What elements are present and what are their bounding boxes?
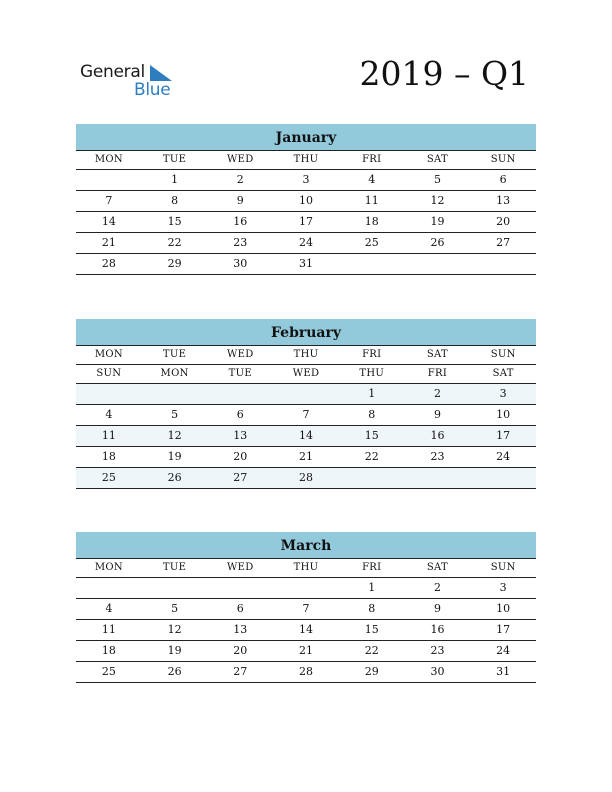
day-cell: 24 [299, 236, 314, 249]
day-cell: 31 [299, 257, 314, 270]
month-march [76, 532, 536, 683]
weekday-label: SAT [426, 154, 448, 165]
day-cell: 28 [101, 257, 116, 270]
day-cell: 26 [167, 471, 182, 484]
day-cell: 14 [299, 429, 314, 442]
day-cell: 19 [430, 215, 445, 228]
day-cell [76, 384, 142, 404]
day-cell: 18 [101, 644, 116, 657]
week-row [76, 426, 536, 447]
weekday-header-row [76, 559, 536, 578]
weekday-label: SAT [492, 368, 514, 379]
day-cell: 11 [364, 194, 379, 207]
weekday-label: TUE [228, 368, 252, 379]
day-cell: 12 [167, 429, 182, 442]
day-cell [207, 384, 273, 404]
day-cell: 15 [364, 429, 379, 442]
weekday-label: TUE [162, 349, 187, 360]
day-cell: 6 [499, 173, 507, 186]
day-cell: 20 [496, 215, 511, 228]
day-cell: 6 [236, 602, 244, 615]
weekday-label: WED [227, 562, 254, 573]
weekday-label: THU [293, 562, 319, 573]
month-january [76, 124, 536, 275]
day-cell: 22 [364, 450, 379, 463]
day-cell [470, 254, 536, 274]
day-cell: 9 [236, 194, 244, 207]
day-cell [273, 384, 339, 404]
weekday-header-row [76, 365, 536, 384]
month-title: March [76, 532, 536, 559]
day-cell: 7 [105, 194, 113, 207]
day-cell: 3 [499, 581, 507, 594]
week-row [76, 405, 536, 426]
week-row [76, 468, 536, 489]
day-cell: 4 [105, 408, 113, 421]
week-row [76, 578, 536, 599]
day-cell: 31 [496, 665, 511, 678]
week-row [76, 170, 536, 191]
day-cell: 14 [101, 215, 116, 228]
day-cell: 16 [430, 429, 445, 442]
weekday-label: THU [293, 349, 319, 360]
day-cell: 15 [364, 623, 379, 636]
day-cell: 3 [499, 387, 507, 400]
day-cell: 8 [368, 602, 376, 615]
day-cell: 25 [364, 236, 379, 249]
weekday-label: FRI [362, 562, 382, 573]
day-cell: 21 [299, 644, 314, 657]
day-cell: 2 [236, 173, 244, 186]
day-cell: 4 [105, 602, 113, 615]
day-cell [76, 578, 142, 598]
day-cell: 1 [171, 173, 179, 186]
day-cell: 14 [299, 623, 314, 636]
day-cell: 2 [433, 581, 441, 594]
day-cell: 22 [167, 236, 182, 249]
day-cell: 10 [496, 408, 511, 421]
day-cell: 15 [167, 215, 182, 228]
week-row [76, 447, 536, 468]
day-cell: 19 [167, 450, 182, 463]
day-cell: 19 [167, 644, 182, 657]
weekday-label: TUE [162, 154, 187, 165]
week-row [76, 384, 536, 405]
day-cell: 23 [233, 236, 248, 249]
weekday-label: SUN [490, 562, 516, 573]
day-cell: 30 [233, 257, 248, 270]
day-cell: 7 [302, 408, 310, 421]
weekday-label: FRI [427, 368, 448, 379]
day-cell: 3 [302, 173, 310, 186]
day-cell: 20 [233, 450, 248, 463]
day-cell [339, 468, 405, 488]
day-cell: 17 [496, 623, 511, 636]
day-cell: 12 [430, 194, 445, 207]
weekday-header-row [76, 151, 536, 170]
week-row [76, 599, 536, 620]
day-cell: 9 [433, 408, 441, 421]
day-cell: 5 [171, 408, 179, 421]
day-cell: 24 [496, 644, 511, 657]
day-cell: 4 [368, 173, 376, 186]
weekday-label: FRI [362, 349, 382, 360]
day-cell: 29 [167, 257, 182, 270]
day-cell: 1 [368, 581, 376, 594]
logo-triangle-icon [150, 65, 172, 81]
day-cell: 7 [302, 602, 310, 615]
weekday-label: MON [160, 368, 189, 379]
day-cell: 8 [368, 408, 376, 421]
day-cell: 28 [299, 665, 314, 678]
weekday-label: MON [94, 562, 123, 573]
day-cell: 10 [496, 602, 511, 615]
day-cell [405, 468, 471, 488]
day-cell [405, 254, 471, 274]
day-cell: 5 [171, 602, 179, 615]
day-cell: 27 [233, 471, 248, 484]
day-cell: 13 [233, 623, 248, 636]
day-cell: 10 [299, 194, 314, 207]
day-cell: 29 [364, 665, 379, 678]
day-cell: 28 [299, 471, 314, 484]
weekday-label: WED [227, 154, 254, 165]
day-cell [339, 254, 405, 274]
day-cell: 25 [101, 471, 116, 484]
page-title: 2019 – Q1 [359, 54, 529, 93]
day-cell: 18 [101, 450, 116, 463]
weekday-label: SAT [426, 562, 448, 573]
day-cell [142, 384, 208, 404]
weekday-label: MON [94, 349, 123, 360]
weekday-label: MON [94, 154, 123, 165]
day-cell: 23 [430, 644, 445, 657]
day-cell: 18 [364, 215, 379, 228]
week-row [76, 641, 536, 662]
day-cell: 25 [101, 665, 116, 678]
week-row [76, 191, 536, 212]
month-title: February [76, 319, 536, 346]
weekday-label: THU [359, 368, 385, 379]
day-cell: 17 [496, 429, 511, 442]
day-cell: 1 [368, 387, 376, 400]
week-row [76, 212, 536, 233]
day-cell: 17 [299, 215, 314, 228]
weekday-label: SUN [490, 154, 516, 165]
day-cell [76, 170, 142, 190]
day-cell [207, 578, 273, 598]
day-cell: 16 [233, 215, 248, 228]
day-cell: 9 [433, 602, 441, 615]
logo-text-general: General [80, 62, 145, 82]
day-cell: 22 [364, 644, 379, 657]
day-cell: 21 [101, 236, 116, 249]
day-cell: 24 [496, 450, 511, 463]
day-cell: 21 [299, 450, 314, 463]
day-cell: 13 [496, 194, 511, 207]
day-cell [142, 578, 208, 598]
weekday-label: WED [227, 349, 254, 360]
day-cell: 26 [167, 665, 182, 678]
day-cell: 27 [496, 236, 511, 249]
weekday-label: SUN [490, 349, 516, 360]
day-cell: 12 [167, 623, 182, 636]
day-cell: 27 [233, 665, 248, 678]
day-cell: 8 [171, 194, 179, 207]
weekday-label: SUN [96, 368, 122, 379]
day-cell: 13 [233, 429, 248, 442]
logo-text-blue: Blue [134, 80, 171, 100]
week-row [76, 662, 536, 683]
day-cell [470, 468, 536, 488]
day-cell: 6 [236, 408, 244, 421]
logo [80, 62, 180, 102]
weekday-header-row [76, 346, 536, 365]
month-february [76, 319, 536, 489]
day-cell: 16 [430, 623, 445, 636]
week-row [76, 620, 536, 641]
day-cell: 26 [430, 236, 445, 249]
weekday-label: THU [293, 154, 319, 165]
day-cell: 11 [101, 623, 116, 636]
day-cell: 2 [433, 387, 441, 400]
day-cell: 5 [433, 173, 441, 186]
month-title: January [76, 124, 536, 151]
weekday-label: FRI [362, 154, 382, 165]
weekday-label: TUE [162, 562, 187, 573]
day-cell: 23 [430, 450, 445, 463]
week-row [76, 254, 536, 275]
week-row [76, 233, 536, 254]
day-cell: 30 [430, 665, 445, 678]
day-cell: 11 [101, 429, 116, 442]
day-cell [273, 578, 339, 598]
weekday-label: SAT [426, 349, 448, 360]
day-cell: 20 [233, 644, 248, 657]
weekday-label: WED [292, 368, 320, 379]
